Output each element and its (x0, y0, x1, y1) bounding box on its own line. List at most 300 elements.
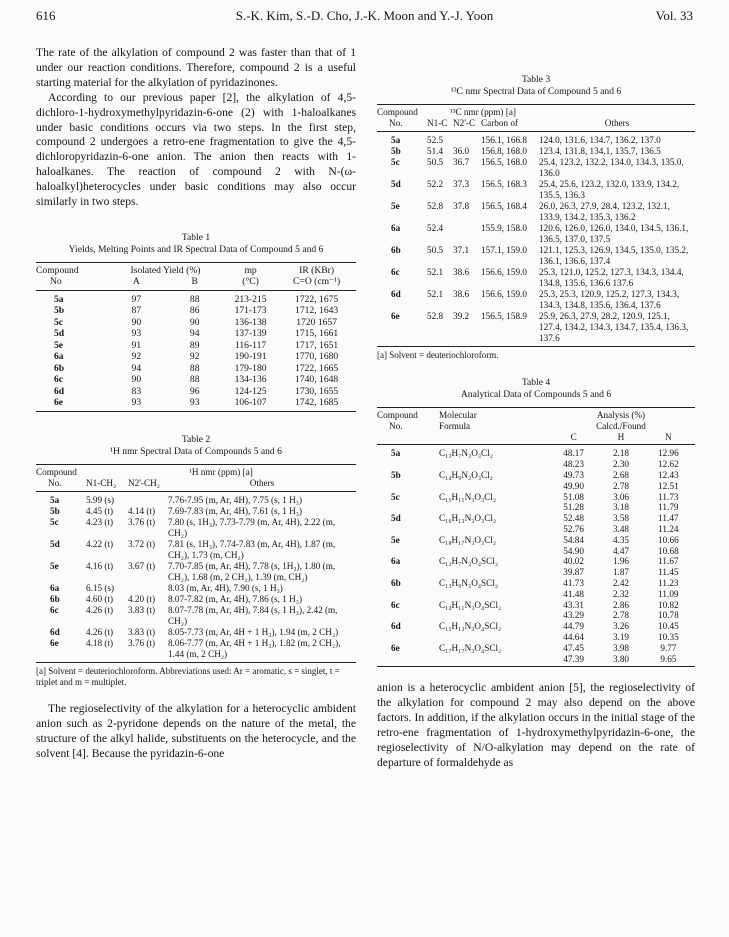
cell: 156.6, 159.0 (481, 267, 527, 277)
table-row (377, 445, 695, 470)
table-row (36, 386, 356, 398)
table-label: Table 2 (181, 433, 211, 445)
cell: 5d (391, 513, 401, 524)
cell (600, 600, 641, 622)
cell: 6d (54, 385, 65, 397)
table-caption: Analytical Data of Compounds 5 and 6 (460, 389, 612, 400)
found: 3.48 (612, 523, 630, 534)
calcd: 3.06 (612, 491, 630, 502)
cell: 37.8 (453, 201, 470, 211)
cell: 1712, 1643 (295, 305, 339, 317)
cell: 6d (391, 621, 401, 632)
calcd: 43.31 (563, 599, 584, 610)
calcd: 3.26 (612, 621, 630, 632)
calcd: 52.48 (563, 513, 584, 524)
table-row (377, 132, 695, 147)
col-header: No. (389, 420, 403, 431)
found: 2.78 (612, 610, 630, 621)
cell: 5d (54, 328, 65, 340)
cell: 190-191 (234, 351, 267, 363)
cell: 88 (189, 374, 200, 386)
calcd: 47.45 (563, 642, 584, 653)
found: 2.78 (612, 480, 630, 491)
cell: 91 (131, 339, 142, 351)
cell: 6a (391, 223, 401, 233)
calcd: 41.73 (563, 577, 584, 588)
cell: 6d (391, 289, 401, 299)
col-header: A (107, 276, 165, 290)
cell (600, 492, 641, 514)
table-row (36, 491, 356, 506)
cell (642, 470, 695, 492)
cell: 4.18 (t) (86, 638, 128, 663)
cell (547, 600, 600, 622)
cell (547, 621, 600, 643)
cell: 89 (189, 339, 200, 351)
cell: 6b (50, 593, 60, 604)
cell: 93 (166, 397, 224, 411)
cell: 6c (50, 604, 59, 615)
table-footnote: [a] Solvent = deuteriochloroform. (377, 350, 499, 360)
found: 10.68 (658, 545, 679, 556)
table-2 (36, 464, 356, 663)
calcd: 40.02 (563, 556, 584, 567)
cell: 25.3, 25.3, 120.9, 125.2, 127.3, 134.3, 134.3, 134.8, 135.6, 136.4, 137.6 (539, 289, 680, 310)
col-header: C (547, 432, 600, 445)
found: 52.76 (563, 523, 584, 534)
table-row (377, 201, 695, 223)
paragraph: The rate of the alkylation of compound 2 was faster than that of 1 under our reaction conditions. Therefore, compound 2 is a useful starting material for the alkylation of pyridazinones. (36, 46, 356, 89)
cell: 4.14 (t) (128, 505, 156, 516)
cell: 179-180 (234, 362, 267, 374)
found: 3.80 (612, 653, 630, 664)
cell: C₁₇H₁₇N₃O₄SCl₂ (439, 643, 547, 667)
cell: 25.9, 26.3, 27.9, 28.2, 120.9, 125.1, 127.4, 134.2, 134.3, 134.7, 135.4, 136.3, 137.6 (539, 311, 695, 347)
cell (128, 583, 168, 594)
cell: 5e (391, 534, 400, 545)
cell: 4.16 (t) (86, 560, 114, 571)
cell (547, 643, 600, 667)
cell: 8.07-7.82 (m, Ar, 4H), 7.86 (s, 1 H₃) (168, 593, 302, 604)
found: 3.19 (612, 631, 630, 642)
cell: 116-117 (234, 339, 267, 351)
found: 11.24 (658, 523, 679, 534)
cell: 6b (391, 245, 401, 255)
cell: 157.1, 159.0 (481, 245, 527, 255)
cell: 4.45 (t) (86, 505, 114, 516)
cell (642, 643, 695, 667)
table-row (377, 311, 695, 347)
col-header: Compound (377, 105, 427, 119)
cell (642, 513, 695, 535)
cell: 3.83 (t) (128, 604, 156, 615)
cell: 4.23 (t) (86, 516, 114, 527)
cell (642, 445, 695, 470)
cell: 39.2 (453, 311, 481, 347)
cell: 5c (391, 157, 400, 167)
cell (600, 643, 641, 667)
paragraph: anion is a heterocyclic ambident anion [5], the regioselectivity of the alkylation for compound 2 may also depend on the above factors. In addition, if the alkylation occurs in the initial stage of the retro-ene fragmentation of 1-hydroxymethylpyridazin-6-one, the regioselectivity of N/O-alkylation may depend on the rate of departure of formaldehyde as (377, 681, 695, 769)
cell (642, 621, 695, 643)
cell (547, 513, 600, 535)
calcd: 54.84 (563, 534, 584, 545)
cell: 7.69-7.83 (m, Ar, 4H), 7.61 (s, 1 H₃) (168, 505, 302, 516)
col-header: N2'-C (453, 118, 481, 132)
calcd: 48.17 (563, 448, 584, 459)
cell (453, 132, 481, 147)
cell: 25.3, 121.0, 125.2, 127.3, 134.3, 134.4, 134.8, 135.6, 136.6 137.6 (539, 267, 684, 288)
col-header: Isolated Yield (%) (107, 262, 224, 276)
calcd: 11.23 (658, 577, 679, 588)
col-header: Molecular (439, 408, 547, 421)
paragraph: The regioselectivity of the alkylation for a heterocyclic ambident anion such as 2-pyridone depends on the nature of the metal, the structure of the alkyl halide, substituents on the heterocycle, and the solvent [4]. Because the pyridazin-6-one (36, 701, 356, 760)
paragraph: According to our previous paper [2], the alkylation of 4,5-dichloro-1-hydroxymethylpyridazin-6-one (2) with 1-haloalkanes under basic conditions occurs via two steps. In the first step, compound 2 undergoes a retro-ene fragmentation to give the 4,5-dichloropyridazin-6-one anion. The anion then reacts with 1-haloalkanes. The reaction of compound 2 with N-(ω-haloalkyl)heterocycles under basic conditions may also occur similarly in two steps. (36, 90, 356, 209)
cell: 5e (54, 339, 64, 351)
cell: 6b (54, 362, 65, 374)
cell: 156.5, 168.4 (481, 201, 527, 211)
table-caption: ¹³C nmr Spectral Data of Compound 5 and 6 (450, 86, 622, 97)
calcd: 44.79 (563, 621, 584, 632)
calcd: 2.68 (612, 469, 630, 480)
calcd: 10.82 (658, 599, 679, 610)
cell: 8.06-7.77 (m, Ar, 4H + 1 H₃), 1.82 (m, 2 CH₂), 1.44 (m, 2 CH₂) (168, 638, 356, 663)
cell (642, 556, 695, 578)
col-header: H (600, 432, 641, 445)
cell: 1742, 1685 (277, 397, 356, 411)
cell (600, 445, 641, 470)
cell: 86 (189, 305, 200, 317)
col-header: Compound (377, 408, 439, 421)
table-row (36, 506, 356, 517)
cell: 5d (50, 538, 60, 549)
table-row (36, 363, 356, 375)
cell: C₁₂H₇N₃O₄SCl₂ (439, 556, 499, 567)
cell (642, 600, 695, 622)
cell: 7.81 (s, 1H₃), 7.74-7.83 (m, Ar, 4H), 1.87 (m, CH₂), 1.73 (m, CH₂) (168, 538, 336, 560)
cell: 124-125 (234, 385, 267, 397)
found: 4.47 (612, 545, 630, 556)
cell: 8.05-7.73 (m, Ar, 4H + 1 H₃), 1.94 (m, 2 CH₂) (168, 626, 339, 637)
table-4 (377, 407, 695, 667)
table-row (36, 290, 356, 305)
calcd: 51.08 (563, 491, 584, 502)
cell: 5a (391, 135, 401, 145)
cell: 50.5 (427, 245, 444, 255)
col-header: B (166, 276, 224, 290)
cell: 37.3 (453, 179, 470, 189)
right-column (377, 74, 695, 771)
cell (600, 513, 641, 535)
cell: 52.1 (427, 267, 444, 277)
table-row (377, 146, 695, 157)
col-header: No (36, 276, 107, 290)
col-header: Analysis (%) (547, 408, 695, 421)
cell: 90 (131, 374, 142, 386)
cell (600, 578, 641, 600)
cell: C₁₃H₉N₃O₄SCl₂ (439, 577, 499, 588)
table-row (377, 513, 695, 535)
cell: 3.72 (t) (128, 538, 156, 549)
cell: 6e (36, 397, 107, 411)
table-row (377, 157, 695, 179)
cell (547, 445, 600, 470)
cell: 1722, 1665 (295, 362, 339, 374)
cell: 8.03 (m, Ar, 4H), 7.90 (s, 1 H₃) (168, 582, 283, 593)
cell: 121.1, 125.3, 126.9, 134.5, 135.0, 135.2, 136.1, 136.6, 137.4 (539, 245, 689, 266)
table-row (377, 492, 695, 514)
table-row (377, 179, 695, 201)
found: 11.45 (658, 567, 679, 578)
cell: 6e (377, 311, 427, 347)
cell: 4.60 (t) (86, 593, 114, 604)
cell: 1717, 1651 (295, 339, 339, 351)
found: 48.23 (563, 459, 584, 470)
cell: 5a (54, 293, 64, 305)
table-row (36, 517, 356, 539)
table-row (36, 351, 356, 363)
found: 44.64 (563, 631, 584, 642)
cell: 156.5, 158.9 (481, 311, 539, 347)
volume-label: Vol. 33 (655, 8, 693, 23)
cell (642, 535, 695, 557)
found: 51.28 (563, 502, 584, 513)
cell: 5b (391, 469, 401, 480)
cell: 156.6, 159.0 (481, 289, 527, 299)
col-header: Calcd./Found (596, 420, 646, 431)
col-header: Others (539, 118, 695, 132)
cell: 90 (131, 316, 142, 328)
cell: 136-138 (234, 316, 267, 328)
cell: 1770, 1680 (295, 351, 339, 363)
cell: C₁₅H₁₃N₃O₄SCl₂ (439, 621, 502, 632)
col-header: IR (KBr) (277, 262, 356, 276)
cell: 3.76 (t) (128, 638, 168, 663)
cell: 123.4, 131.8, 134.1, 135.7, 136.5 (539, 146, 661, 156)
cell: 3.83 (t) (128, 626, 156, 637)
cell: 6b (391, 577, 401, 588)
calcd: 10.45 (658, 621, 679, 632)
cell: 51.4 (427, 146, 444, 156)
calcd: 3.58 (612, 513, 630, 524)
table-row (36, 583, 356, 594)
table-row (377, 535, 695, 557)
col-header: N1-C (427, 118, 453, 132)
found: 11.09 (658, 588, 679, 599)
cell: C₁₄H₁₁N₃O₄SCl₂ (439, 599, 502, 610)
cell: 3.76 (t) (128, 516, 156, 527)
cell: 5e (50, 560, 59, 571)
cell: 6c (54, 374, 64, 386)
cell: 6c (391, 599, 400, 610)
cell: 94 (131, 362, 142, 374)
cell: C₁₆H₁₃N₃O₃Cl₂ (439, 513, 497, 524)
found: 2.30 (612, 459, 630, 470)
cell: 93 (131, 328, 142, 340)
cell: 92 (189, 351, 200, 363)
cell: 1715, 1661 (295, 328, 339, 340)
cell (642, 492, 695, 514)
cell: 97 (131, 293, 142, 305)
calcd: 49.73 (563, 469, 584, 480)
cell: 1720 1657 (296, 316, 338, 328)
cell: 90 (189, 316, 200, 328)
found: 43.29 (563, 610, 584, 621)
cell: 83 (131, 385, 142, 397)
table-label: Table 1 (181, 231, 211, 243)
cell: 25.4, 123.2, 132.2, 134.0, 134.3, 135.0, 136.0 (539, 157, 684, 178)
cell: 52.1 (427, 289, 444, 299)
table-row (377, 289, 695, 311)
table-row (36, 561, 356, 583)
found: 3.18 (612, 502, 630, 513)
cell: C₁₃H₇N₃O₃Cl₂ (439, 448, 493, 459)
cell: C₁₅H₁₁N₃O₃Cl₂ (439, 491, 497, 502)
calcd: 9.77 (660, 642, 677, 653)
col-header: No. (377, 118, 427, 132)
cell (547, 578, 600, 600)
calcd: 10.66 (658, 534, 679, 545)
cell: 124.0, 131.6, 134.7, 136.2, 137.0 (539, 135, 661, 145)
found: 1.87 (612, 567, 630, 578)
cell: 36.7 (453, 157, 470, 167)
cell: 4.26 (t) (86, 626, 114, 637)
cell: 5d (391, 179, 401, 189)
found: 54.90 (563, 545, 584, 556)
cell: 5b (54, 305, 65, 317)
cell: 5e (391, 201, 400, 211)
table-row (36, 305, 356, 317)
cell: 5b (50, 505, 60, 516)
running-header (36, 8, 693, 28)
col-header: Compound (36, 464, 86, 478)
cell: 52.8 (427, 201, 444, 211)
cell (600, 470, 641, 492)
cell (128, 491, 168, 506)
cell: 4.22 (t) (86, 538, 114, 549)
cell: 7.80 (s, 1H₃), 7.73-7.79 (m, Ar, 4H), 2.22 (m, CH₂) (168, 516, 336, 538)
col-header: Formula (439, 420, 471, 431)
calcd: 2.18 (612, 448, 630, 459)
table-footnote: [a] Solvent = deuteriochloroform. Abbreviations used: Ar = aromatic, s = singlet, t = triplet and m = multiplet. (36, 665, 340, 687)
cell: 25.4, 25.6, 123.2, 132.0, 133.9, 134.2, 135.5, 136.3 (539, 179, 680, 200)
found: 47.39 (563, 653, 584, 664)
found: 12.51 (658, 480, 679, 491)
table-row (36, 605, 356, 627)
cell: 52.5 (427, 135, 444, 145)
calcd: 11.67 (658, 556, 679, 567)
cell: 1730, 1655 (295, 385, 339, 397)
cell: 5.99 (s) (86, 494, 115, 505)
found: 39.87 (563, 567, 584, 578)
cell: 106-107 (224, 397, 277, 411)
table-caption: Yields, Melting Points and IR Spectral Data of Compound 5 and 6 (68, 243, 324, 255)
col-header: (°C) (224, 276, 277, 290)
table-row (377, 223, 695, 245)
cell: 36.0 (453, 146, 470, 156)
col-header: N2'-CH₂ (128, 478, 168, 492)
table-label: Table 4 (521, 377, 551, 388)
table-row (377, 600, 695, 622)
cell: 38.6 (453, 289, 470, 299)
cell: 88 (189, 362, 200, 374)
table-row (36, 594, 356, 605)
cell: 155.9, 158.0 (481, 223, 527, 233)
cell: 37.1 (453, 245, 470, 255)
cell: 50.5 (427, 157, 444, 167)
found: 11.79 (658, 502, 679, 513)
cell: 5c (50, 516, 59, 527)
cell: 88 (189, 293, 200, 305)
table-row (377, 556, 695, 578)
cell: 52.8 (427, 311, 453, 347)
calcd: 12.43 (658, 469, 679, 480)
table-row (36, 638, 356, 663)
table-row (36, 539, 356, 561)
table-caption: ¹H nmr Spectral Data of Compounds 5 and 6 (110, 445, 282, 457)
table-row (36, 328, 356, 340)
found: 2.32 (612, 588, 630, 599)
found: 10.35 (658, 631, 679, 642)
found: 12.62 (658, 459, 679, 470)
cell: 134-136 (234, 374, 267, 386)
table-row (377, 267, 695, 289)
cell: 6e (377, 643, 439, 667)
cell: 38.6 (453, 267, 470, 277)
calcd: 11.73 (658, 491, 679, 502)
calcd: 2.42 (612, 577, 630, 588)
cell (547, 556, 600, 578)
cell: 1740, 1648 (295, 374, 339, 386)
col-header: ¹³C nmr (ppm) [a] (427, 105, 539, 119)
cell: 92 (131, 351, 142, 363)
col-header: N1-CH₂ (86, 478, 128, 492)
found: 41.48 (563, 588, 584, 599)
cell: 213-215 (234, 293, 267, 305)
cell: 156.8, 168.0 (481, 146, 527, 156)
left-column (36, 46, 356, 762)
table-row (36, 627, 356, 638)
calcd: 3.98 (612, 642, 630, 653)
col-header: Others (168, 478, 356, 492)
found: 49.90 (563, 480, 584, 491)
cell: 4.26 (t) (86, 604, 114, 615)
table-row (377, 621, 695, 643)
calcd: 4.35 (612, 534, 630, 545)
col-header: N (642, 432, 695, 445)
cell: 3.67 (t) (128, 560, 156, 571)
found: 10.78 (658, 610, 679, 621)
cell (600, 535, 641, 557)
table-3 (377, 104, 695, 347)
cell (453, 223, 481, 245)
cell: 156.5, 168.0 (481, 157, 527, 167)
table-row (377, 245, 695, 267)
cell: 6a (50, 582, 60, 593)
cell: 171-173 (234, 305, 267, 317)
col-header: mp (224, 262, 277, 276)
calcd: 1.96 (612, 556, 630, 567)
cell: 87 (131, 305, 142, 317)
cell: 5a (50, 494, 60, 505)
page-number: 616 (36, 8, 56, 23)
cell: 137-139 (234, 328, 267, 340)
table-label: Table 3 (521, 74, 551, 85)
table-row (36, 397, 356, 411)
cell: 6e (36, 638, 86, 663)
col-header: No. (36, 478, 86, 492)
cell: 120.6, 126.0, 126.0, 134.0, 134.5, 136.1, 136.5, 137.0, 137.5 (539, 223, 689, 244)
cell (547, 470, 600, 492)
